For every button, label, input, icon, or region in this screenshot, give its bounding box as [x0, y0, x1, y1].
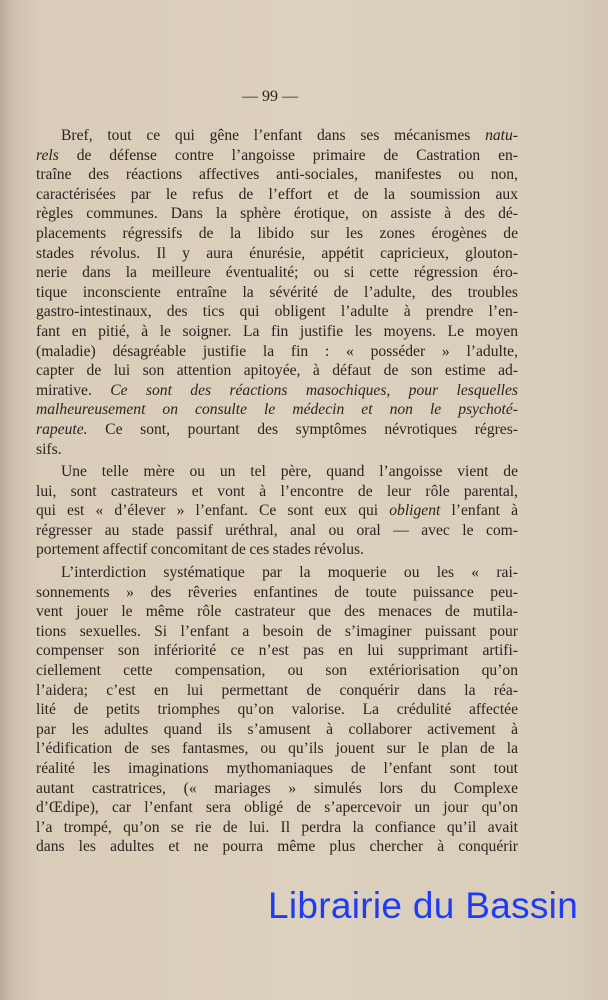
text-segment: gastro-intestinaux, des tics qui obligent l’adulte à prendre l’en-	[36, 303, 518, 321]
text-line	[36, 263, 518, 283]
text-line	[36, 146, 518, 166]
text-line	[36, 342, 518, 362]
text-segment: fant en pitié, à le soigner. La fin justifie les moyens. Le moyen	[36, 322, 518, 340]
text-line	[36, 739, 518, 759]
text-line	[36, 700, 518, 720]
text-segment: par les adultes quand ils s’amusent à collaborer activement à	[36, 720, 518, 738]
text-line	[36, 322, 518, 342]
text-segment: lui, sont castrateurs et vont à l’encontre de leur rôle parental,	[36, 482, 518, 500]
text-line	[36, 837, 518, 857]
text-line	[36, 602, 518, 622]
text-line	[36, 521, 518, 541]
italic-text: rapeute.	[36, 420, 88, 438]
text-line	[36, 185, 518, 205]
text-segment: capter de lui son attention apitoyée, à défaut de son estime ad-	[36, 362, 518, 380]
text-segment: ciellement cette compensation, ou son extériorisation qu’on	[36, 662, 518, 680]
text-segment: vent jouer le même rôle castrateur que des menaces de mutila-	[36, 603, 518, 621]
text-segment: traîne des réactions affectives anti-sociales, manifestes ou non,	[36, 166, 518, 184]
text-segment: règles communes. Dans la sphère érotique, on assiste à des dé-	[36, 205, 518, 223]
italic-text: rels	[36, 146, 59, 164]
text-line	[36, 563, 518, 583]
text-line	[36, 361, 518, 381]
text-segment: Une telle mère ou un tel père, quand l’angoisse vient de	[61, 463, 518, 481]
body-text	[36, 126, 518, 857]
text-segment: lité de petits triomphes qu’on valorise. La crédulité affectée	[36, 701, 518, 719]
text-segment: l’a trompé, qu’on se rie de lui. Il perdra la confiance qu’il avait	[36, 818, 518, 836]
text-segment: l’édification de ses fantasmes, ou qu’ils jouent sur le plan de la	[36, 740, 518, 758]
text-segment: Ce sont, pourtant des symptômes névrotiques régres-	[87, 420, 518, 438]
text-line	[36, 126, 518, 146]
text-line	[36, 798, 518, 818]
text-line	[36, 622, 518, 642]
text-segment: sonnements » des rêveries enfantines de toute puissance peu-	[36, 583, 518, 601]
text-line	[36, 759, 518, 779]
text-line	[36, 420, 518, 440]
text-segment: portement affectif concomitant de ces stades révolus.	[36, 541, 364, 559]
text-segment: autant castratrices, (« mariages » simulés lors du Complexe	[36, 779, 518, 797]
text-line	[36, 302, 518, 322]
text-line	[36, 818, 518, 838]
text-line	[36, 661, 518, 681]
text-segment: compenser son infériorité ce n’est pas en lui supprimant artifi-	[36, 642, 518, 660]
text-line	[36, 641, 518, 661]
text-segment: nerie dans la meilleure éventualité; ou si cette régression éro-	[36, 264, 518, 282]
text-line	[36, 501, 518, 521]
italic-text: natu-	[485, 127, 518, 144]
text-segment: dans les adultes et ne pourra même plus chercher à conquérir	[36, 838, 518, 856]
text-segment: tique inconsciente entraîne la sévérité de l’adulte, des troubles	[36, 283, 518, 301]
text-segment: caractérisées par le refus de l’effort et de la soumission aux	[36, 185, 518, 203]
text-segment: tions sexuelles. Si l’enfant a besoin de s’imaginer puissant pour	[36, 622, 518, 640]
text-segment: (maladie) désagréable justifie la fin : « posséder » l’adulte,	[36, 342, 518, 360]
text-line	[36, 440, 518, 460]
text-line	[36, 400, 518, 420]
italic-text: malheureusement on consulte le médecin et non le psychoté-	[36, 401, 518, 419]
text-line	[36, 681, 518, 701]
watermark: Librairie du Bassin	[268, 885, 579, 926]
text-segment: qui est « d’élever » l’enfant. Ce sont eux qui	[36, 502, 390, 520]
text-line	[36, 482, 518, 502]
text-line	[36, 283, 518, 303]
text-line	[36, 204, 518, 224]
text-line	[36, 244, 518, 264]
text-segment: l’aidera; c’est en lui permettant de conquérir dans la réa-	[36, 681, 518, 699]
italic-text: obligent	[389, 502, 441, 520]
text-segment: d’Œdipe), car l’enfant sera obligé de s’apercevoir un jour qu’on	[36, 799, 518, 817]
text-segment: de défense contre l’angoisse primaire de Castration en-	[58, 146, 518, 164]
text-segment: Bref, tout ce qui gêne l’enfant dans ses mécanismes	[61, 127, 486, 144]
text-line	[36, 720, 518, 740]
text-line	[36, 583, 518, 603]
text-segment: stades révolus. Il y aura énurésie, appétit capricieux, glouton-	[36, 244, 518, 262]
text-line	[36, 224, 518, 244]
text-segment: L’interdiction systématique par la moquerie ou les « rai-	[61, 564, 518, 582]
text-segment: régresser au stade passif uréthral, anal ou oral — avec le com-	[36, 521, 518, 539]
text-segment: mirative.	[36, 381, 111, 399]
text-line	[36, 779, 518, 799]
text-segment: l’enfant à	[440, 502, 518, 520]
text-line	[36, 540, 518, 560]
text-line	[36, 462, 518, 482]
italic-text: Ce sont des réactions masochiques, pour lesquelles	[110, 381, 518, 399]
text-segment: réalité les imaginations mythomaniaques de l’enfant sont tout	[36, 760, 518, 777]
text-segment: placements régressifs de la libido sur les zones érogènes de	[36, 224, 518, 242]
text-line	[36, 381, 518, 401]
page-number: — 99 —	[242, 88, 298, 105]
text-line	[36, 165, 518, 185]
text-segment: sifs.	[36, 440, 62, 458]
